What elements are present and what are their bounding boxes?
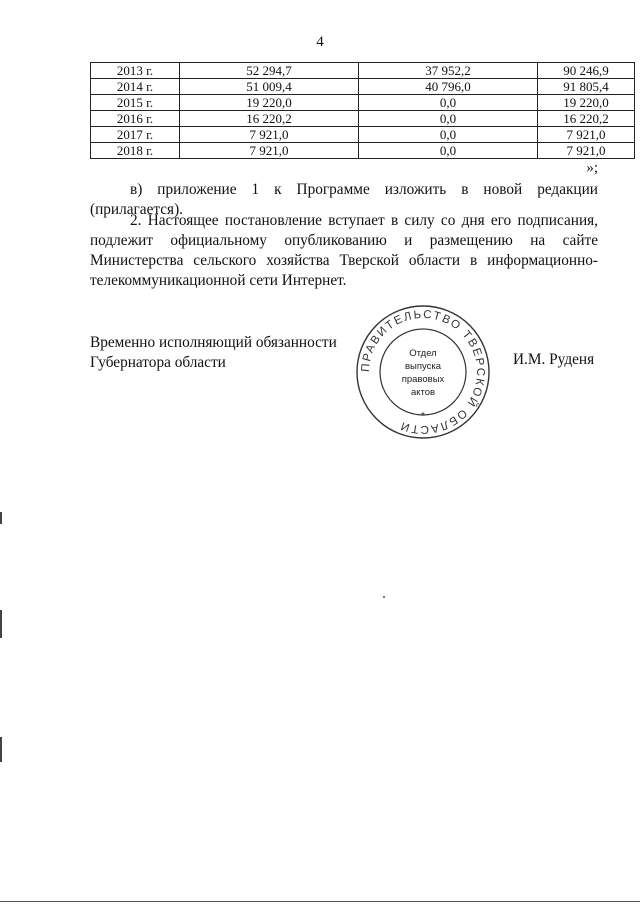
- page-number: 4: [316, 34, 324, 50]
- table-cell-amount: 40 796,0: [359, 79, 538, 95]
- official-stamp: [355, 304, 491, 440]
- table-cell-amount: 7 921,0: [538, 127, 635, 143]
- table-row: [91, 127, 635, 143]
- signatory-position: [90, 333, 337, 373]
- table-cell-amount: 7 921,0: [180, 143, 359, 159]
- table-cell-amount: 91 805,4: [538, 79, 635, 95]
- table-cell-year: 2017 г.: [91, 127, 180, 143]
- scan-speck: [383, 596, 385, 598]
- table-cell-amount: 52 294,7: [180, 63, 359, 79]
- stamp-star: *: [421, 411, 425, 422]
- scan-edge-mark: [0, 737, 2, 762]
- table-cell-amount: 7 921,0: [180, 127, 359, 143]
- table-cell-amount: 0,0: [359, 111, 538, 127]
- table-cell-amount: 0,0: [359, 95, 538, 111]
- scan-edge-mark: [0, 512, 2, 524]
- stamp-center-line2: выпуска: [404, 361, 442, 372]
- table-cell-year: 2016 г.: [91, 111, 180, 127]
- table-cell-amount: 16 220,2: [180, 111, 359, 127]
- stamp-center-line1: Отдел: [409, 348, 437, 359]
- table-row: [91, 111, 635, 127]
- table-row: [91, 63, 635, 79]
- funding-table: [90, 62, 635, 159]
- table-cell-year: 2013 г.: [91, 63, 180, 79]
- paragraph-appendix: в) приложение 1 к Программе изложить в новой редакции (прилагается).: [90, 181, 598, 218]
- table-cell-year: 2018 г.: [91, 143, 180, 159]
- table-cell-amount: 0,0: [359, 127, 538, 143]
- signatory-name: И.М. Руденя: [513, 351, 595, 368]
- stamp-center-line4: актов: [410, 387, 436, 398]
- table-row: [91, 143, 635, 159]
- closing-quote: »;: [586, 160, 598, 176]
- table-cell-amount: 90 246,9: [538, 63, 635, 79]
- table-cell-year: 2014 г.: [91, 79, 180, 95]
- stamp-ring-text: ПРАВИТЕЛЬСТВО ТВЕРСКОЙ ОБЛАСТИ: [359, 308, 487, 436]
- table-row: [91, 79, 635, 95]
- scan-bottom-edge: [0, 901, 640, 902]
- table-cell-amount: 37 952,2: [359, 63, 538, 79]
- table-cell-amount: 16 220,2: [538, 111, 635, 127]
- paragraph-effective: 2. Настоящее постановление вступает в силу со дня его подписания, подлежит официальному опубликованию и размещению на сайте Министерства сельского хозяйства Тверской области в информационно-телекоммуникационной сети Интернет.: [90, 212, 598, 289]
- table-cell-amount: 19 220,0: [180, 95, 359, 111]
- table-cell-amount: 7 921,0: [538, 143, 635, 159]
- table-body: [91, 63, 635, 159]
- table-cell-amount: 0,0: [359, 143, 538, 159]
- table-cell-amount: 19 220,0: [538, 95, 635, 111]
- table-cell-year: 2015 г.: [91, 95, 180, 111]
- stamp-center-line3: правовых: [401, 374, 445, 385]
- table-row: [91, 95, 635, 111]
- table-cell-amount: 51 009,4: [180, 79, 359, 95]
- signatory-position-line1: Временно исполняющий обязанности: [90, 334, 337, 351]
- scan-edge-mark: [0, 610, 2, 638]
- signatory-position-line2: Губернатора области: [90, 354, 226, 371]
